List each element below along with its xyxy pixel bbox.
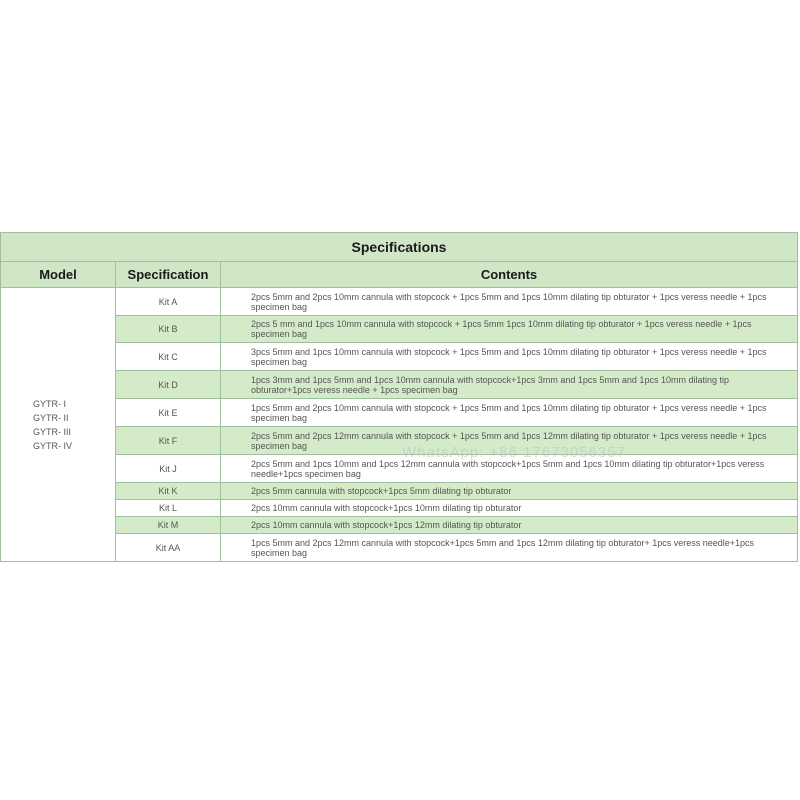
content-cell: 2pcs 5 mm and 1pcs 10mm cannula with stopcock + 1pcs 5mm 1pcs 10mm dilating tip obturator + 1pcs veress needle + 1pcs specimen bag: [221, 316, 798, 343]
spec-cell: Kit J: [116, 455, 221, 483]
spec-cell: Kit E: [116, 399, 221, 427]
content-cell: 1pcs 3mm and 1pcs 5mm and 1pcs 10mm cannula with stopcock+1pcs 3mm and 1pcs 5mm and 1pcs 10mm dilating tip obturator+1pcs veress needle + 1pcs specimen bag: [221, 371, 798, 399]
spec-cell: Kit M: [116, 517, 221, 534]
table-header-row: [1, 262, 798, 288]
content-cell: 2pcs 10mm cannula with stopcock+1pcs 10mm dilating tip obturator: [221, 500, 798, 517]
spec-cell: Kit B: [116, 316, 221, 343]
content-cell: 2pcs 5mm cannula with stopcock+1pcs 5mm dilating tip obturator: [221, 483, 798, 500]
table-title-row: [1, 233, 798, 262]
content-cell: 2pcs 10mm cannula with stopcock+1pcs 12mm dilating tip obturator: [221, 517, 798, 534]
specifications-table: [0, 232, 798, 562]
spec-cell: Kit L: [116, 500, 221, 517]
model-header: Model: [1, 262, 116, 288]
content-cell: 3pcs 5mm and 1pcs 10mm cannula with stopcock + 1pcs 5mm and 1pcs 10mm dilating tip obturator + 1pcs veress needle + 1pcs specimen bag: [221, 343, 798, 371]
spec-cell: Kit A: [116, 288, 221, 316]
table-row: [1, 316, 798, 343]
table-row: [1, 483, 798, 500]
content-cell: 2pcs 5mm and 2pcs 12mm cannula with stopcock + 1pcs 5mm and 1pcs 12mm dilating tip obturator + 1pcs veress needle + 1pcs specimen bag: [221, 427, 798, 455]
spec-cell: Kit C: [116, 343, 221, 371]
model-name: GYTR- I: [33, 398, 66, 409]
contents-header: Contents: [221, 262, 798, 288]
model-name: GYTR- II: [33, 412, 69, 423]
table-row: [1, 517, 798, 534]
content-cell: 2pcs 5mm and 2pcs 10mm cannula with stopcock + 1pcs 5mm and 1pcs 10mm dilating tip obturator + 1pcs veress needle + 1pcs specimen bag: [221, 288, 798, 316]
table-title: Specifications: [1, 233, 798, 262]
table-row: [1, 288, 798, 316]
table-row: [1, 399, 798, 427]
content-cell: 1pcs 5mm and 2pcs 12mm cannula with stopcock+1pcs 5mm and 1pcs 12mm dilating tip obturator+ 1pcs veress needle+1pcs specimen bag: [221, 534, 798, 562]
content-cell: 1pcs 5mm and 2pcs 10mm cannula with stopcock + 1pcs 5mm and 1pcs 10mm dilating tip obturator + 1pcs veress needle + 1pcs specimen bag: [221, 399, 798, 427]
spec-cell: Kit D: [116, 371, 221, 399]
model-name: GYTR- IV: [33, 440, 73, 451]
table-row: [1, 343, 798, 371]
spec-cell: Kit AA: [116, 534, 221, 562]
model-name: GYTR- III: [33, 426, 71, 437]
spec-cell: Kit K: [116, 483, 221, 500]
table-row: [1, 534, 798, 562]
table-row: [1, 455, 798, 483]
specification-header: Specification: [116, 262, 221, 288]
table-row: [1, 427, 798, 455]
table-row: [1, 371, 798, 399]
table-row: [1, 500, 798, 517]
model-cell: [1, 288, 116, 562]
watermark-text: WhatsApp: +86 17673056357: [402, 444, 626, 461]
spec-cell: Kit F: [116, 427, 221, 455]
content-cell: 2pcs 5mm and 1pcs 10mm and 1pcs 12mm cannula with stopcock+1pcs 5mm and 1pcs 10mm dilating tip obturator+1pcs veress needle+1pcs specimen bag: [221, 455, 798, 483]
